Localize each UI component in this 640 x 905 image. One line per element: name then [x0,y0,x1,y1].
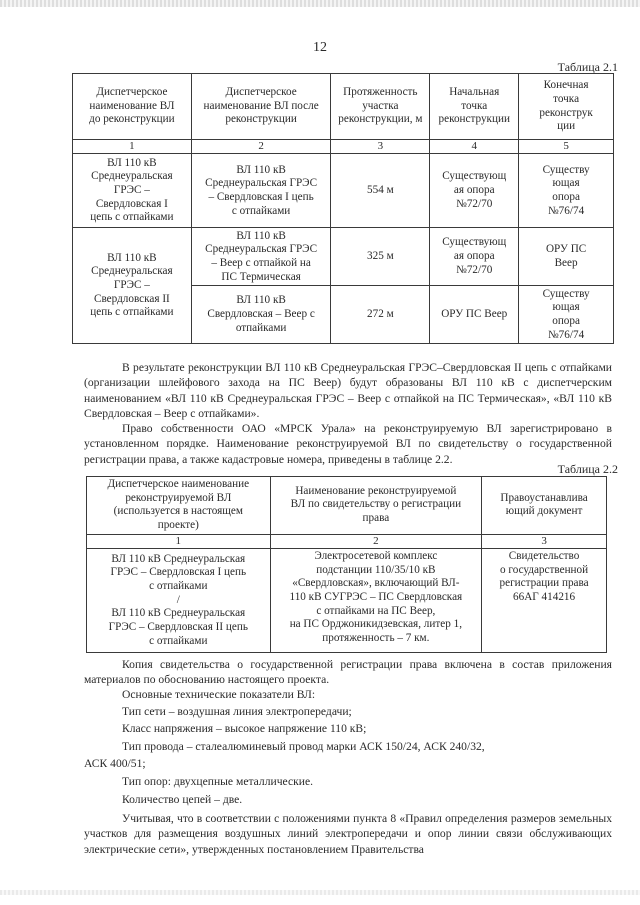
header-registry-name: Наименование реконструируемой ВЛ по свидетельству о регистрации права [270,477,482,535]
table-2-2 [86,476,607,653]
table-2-1-caption: Таблица 2.1 [557,60,618,74]
table-row [73,228,614,286]
column-number-row [87,534,607,548]
table-header-row [73,74,614,140]
cell-start: Существующ ая опора №72/70 [430,228,519,286]
cell-before: ВЛ 110 кВ Среднеуральская ГРЭС – Свердловская II цепь с отпайками [73,228,192,344]
tech-wire-type: Тип провода – сталеалюминевый провод марки АСК 150/24, АСК 240/32, [122,740,485,753]
tech-circuit-count: Количество цепей – две. [122,793,243,806]
column-number-row [73,140,614,154]
paragraph-land-rules: Учитывая, что в соответствии с положениями пункта 8 «Правил определения размеров земельных участков для размещения воздушных линий электропередачи и опор линии связи обслуживающих электрические сети», утвержденных постановлением Правительства [84,812,612,856]
paragraph-reconstruction-result: В результате реконструкции ВЛ 110 кВ Среднеуральская ГРЭС–Свердловская II цепь с отпайками (организации шлейфового захода на ПС Веер) будут образованы ВЛ 110 кВ с диспетчерским наименованием «ВЛ 110 кВ Среднеуральская ГРЭС – Веер с отпайкой на ПС Термическая», «ВЛ 110 кВ Свердловская – Веер с отпайками». [84,361,612,420]
col-number: 5 [519,140,614,154]
cell-start: ОРУ ПС Веер [430,286,519,344]
tech-indicators-heading: Основные технические показатели ВЛ: [122,688,316,701]
scan-noise-top [0,0,640,7]
cell-start: Существующ ая опора №72/70 [430,154,519,228]
paragraph-certificate-copy: Копия свидетельства о государственной регистрации права включена в состав приложения материалов по обоснованию настоящего проекта. [84,658,612,687]
col-number: 1 [73,140,192,154]
header-before-reconstruction: Диспетчерское наименование ВЛ до реконструкции [73,74,192,140]
tech-network-type: Тип сети – воздушная линия электропередачи; [122,705,352,718]
col-number: 3 [331,140,430,154]
page-number: 12 [313,40,327,55]
cell-after: ВЛ 110 кВ Среднеуральская ГРЭС – Свердловская I цепь с отпайками [191,154,331,228]
cell-registry-name: Электросетевой комплекс подстанции 110/35/10 кВ «Свердловская», включающий ВЛ- 110 кВ СУГРЭС – ПС Свердловская с отпайками на ПС Веер, на ПС Орджоникидзевская, литер 1, протяженность – 7 км. [270,549,482,653]
cell-length: 325 м [331,228,430,286]
cell-length: 272 м [331,286,430,344]
table-2-1 [72,73,614,344]
header-after-reconstruction: Диспетчерское наименование ВЛ после реконструкции [191,74,331,140]
col-number: 1 [87,534,271,548]
header-length: Протяженность участка реконструкции, м [331,74,430,140]
cell-end: Существу ющая опора №76/74 [519,154,614,228]
tech-wire-type-cont: АСК 400/51; [84,757,146,770]
tech-voltage-class: Класс напряжения – высокое напряжение 110 кВ; [122,722,367,735]
header-start-point: Начальная точка реконструкции [430,74,519,140]
table-row [73,154,614,228]
col-number: 2 [270,534,482,548]
col-number: 2 [191,140,331,154]
cell-before: ВЛ 110 кВ Среднеуральская ГРЭС – Свердловская I цепь с отпайками [73,154,192,228]
cell-dispatch-name: ВЛ 110 кВ Среднеуральская ГРЭС – Свердловская I цепь с отпайками / ВЛ 110 кВ Среднеуральская ГРЭС – Свердловская II цепь с отпайками [87,549,271,653]
header-title-document: Правоустанавлива ющий документ [482,477,607,535]
tech-support-type: Тип опор: двухцепные металлические. [122,775,313,788]
header-end-point: Конечная точка реконструк ции [519,74,614,140]
cell-end: Существу ющая опора №76/74 [519,286,614,344]
cell-after: ВЛ 110 кВ Среднеуральская ГРЭС – Веер с отпайкой на ПС Термическая [191,228,331,286]
cell-length: 554 м [331,154,430,228]
cell-title-document: Свидетельство о государственной регистрации права 66АГ 414216 [482,549,607,653]
col-number: 3 [482,534,607,548]
scan-noise-bottom [0,890,640,895]
cell-end: ОРУ ПС Веер [519,228,614,286]
col-number: 4 [430,140,519,154]
table-row [87,549,607,653]
paragraph-ownership: Право собственности ОАО «МРСК Урала» на реконструируемую ВЛ зарегистрировано в установленном порядке. Наименование реконструируемой ВЛ по свидетельству о государственной регистрации права, а также кадастровые номера, приведены в таблице 2.2. [84,422,612,466]
cell-after: ВЛ 110 кВ Свердловская – Веер с отпайками [191,286,331,344]
table-header-row [87,477,607,535]
header-dispatch-name: Диспетчерское наименование реконструируемой ВЛ (используется в настоящем проекте) [87,477,271,535]
table-2-2-caption: Таблица 2.2 [557,462,618,476]
